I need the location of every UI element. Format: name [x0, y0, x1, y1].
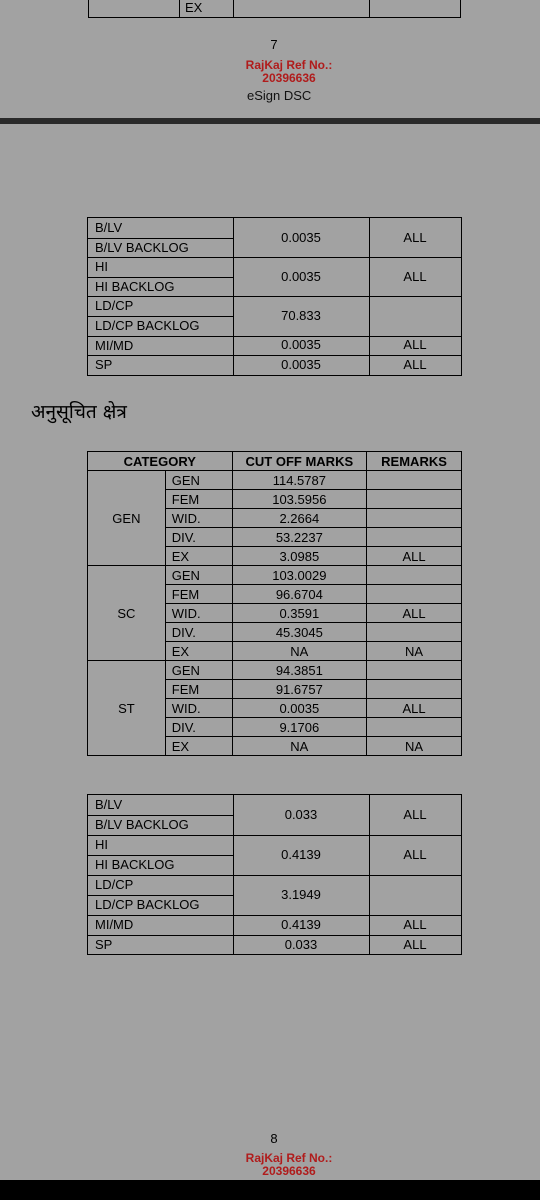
cutoff-cell: 2.2664: [232, 509, 367, 528]
category-label: HI: [95, 837, 108, 852]
remarks-cell: [367, 471, 462, 490]
category-label: B/LV: [95, 220, 123, 235]
cutoff-cell: 94.3851: [232, 661, 367, 680]
subcategory-cell: FEM: [165, 490, 232, 509]
previous-table-tail: [88, 0, 461, 18]
cutoff-cell: 103.0029: [232, 566, 367, 585]
cutoff-cell: 0.033: [284, 807, 318, 822]
remarks-cell: ALL: [403, 847, 427, 862]
category-label: MI/MD: [95, 337, 134, 353]
subcategory-cell: DIV.: [165, 623, 232, 642]
subcategory-cell: GEN: [165, 471, 232, 490]
subcategory-cell: FEM: [165, 585, 232, 604]
category-label: HI: [95, 259, 108, 275]
cutoff-cell: 9.1706: [232, 718, 367, 737]
subcategory-cell: WID.: [165, 509, 232, 528]
table-row: [88, 661, 462, 680]
subcategory-cell: FEM: [165, 680, 232, 699]
category-group-cell: ST: [88, 661, 166, 756]
page-divider: [0, 118, 540, 124]
remarks-cell: [367, 566, 462, 585]
cutoff-cell: NA: [232, 737, 367, 756]
table-row: [88, 471, 462, 490]
subcategory-cell: WID.: [165, 604, 232, 623]
remarks-cell: ALL: [403, 357, 427, 372]
header-category: CATEGORY: [88, 452, 233, 471]
cutoff-cell: 53.2237: [232, 528, 367, 547]
remarks-cell: NA: [367, 737, 462, 756]
cutoff-cell: 0.0035: [281, 357, 321, 372]
cutoff-cell: 114.5787: [232, 471, 367, 490]
table-row: [88, 566, 462, 585]
header-remarks: REMARKS: [367, 452, 462, 471]
category-group-cell: GEN: [88, 471, 166, 566]
category-label: B/LV BACKLOG: [95, 817, 189, 832]
category-label: MI/MD: [95, 917, 134, 932]
subcategory-cell: EX: [165, 547, 232, 566]
remarks-cell: ALL: [367, 547, 462, 566]
page-number: 8: [270, 1131, 278, 1146]
cutoff-cell: 0.4139: [281, 917, 321, 932]
subcategory-cell: EX: [165, 642, 232, 661]
cutoff-cell: 0.0035: [281, 229, 321, 245]
rajkaj-ref-label: RajKaj Ref No.:: [245, 1151, 333, 1165]
category-group-cell: SC: [88, 566, 166, 661]
table-cell: EX: [185, 0, 203, 15]
remarks-cell: ALL: [367, 699, 462, 718]
remarks-cell: ALL: [403, 937, 427, 952]
cutoff-cell: 0.0035: [232, 699, 367, 718]
category-label: LD/CP BACKLOG: [95, 897, 200, 912]
subcategory-cell: DIV.: [165, 528, 232, 547]
bottom-bar: [0, 1180, 540, 1200]
remarks-cell: [367, 718, 462, 737]
cutoff-cell: 0.033: [284, 937, 318, 952]
cutoff-cell: NA: [232, 642, 367, 661]
section-heading: अनुसूचित क्षेत्र: [31, 401, 127, 423]
cutoff-cell: 3.0985: [232, 547, 367, 566]
category-label: LD/CP: [95, 877, 134, 892]
subcategory-cell: GEN: [165, 566, 232, 585]
cutoff-cell: 96.6704: [232, 585, 367, 604]
remarks-cell: [367, 680, 462, 699]
subcategory-cell: WID.: [165, 699, 232, 718]
cutoff-cell: 0.4139: [281, 847, 321, 862]
rajkaj-ref-label: RajKaj Ref No.:: [245, 58, 333, 72]
remarks-cell: [367, 509, 462, 528]
cutoff-cell: 45.3045: [232, 623, 367, 642]
remarks-cell: [367, 623, 462, 642]
subcategory-cell: EX: [165, 737, 232, 756]
cutoff-cell: 0.3591: [232, 604, 367, 623]
cutoff-cell: 91.6757: [232, 680, 367, 699]
cutoff-cell: 70.833: [281, 308, 321, 323]
remarks-cell: [367, 490, 462, 509]
remarks-cell: ALL: [367, 604, 462, 623]
remarks-cell: ALL: [403, 807, 427, 822]
remarks-cell: ALL: [403, 268, 427, 284]
category-label: B/LV BACKLOG: [95, 239, 189, 255]
category-label: LD/CP: [95, 298, 134, 314]
remarks-cell: [367, 528, 462, 547]
remarks-cell: [367, 661, 462, 680]
remarks-cell: ALL: [403, 917, 427, 932]
cutoff-cell: 0.0035: [281, 268, 321, 284]
category-label: B/LV: [95, 797, 123, 812]
remarks-cell: ALL: [403, 229, 427, 245]
remarks-cell: ALL: [403, 337, 427, 353]
category-label: SP: [95, 937, 113, 952]
cutoff-table: [87, 451, 462, 756]
table-header-row: [88, 452, 462, 471]
header-cutoff: CUT OFF MARKS: [232, 452, 367, 471]
category-label: LD/CP BACKLOG: [95, 318, 200, 333]
subcategory-cell: DIV.: [165, 718, 232, 737]
category-label: SP: [95, 357, 113, 373]
category-label: HI BACKLOG: [95, 278, 175, 294]
disability-table-a: [87, 217, 462, 376]
esign-label: eSign DSC: [247, 88, 312, 103]
subcategory-cell: GEN: [165, 661, 232, 680]
cutoff-cell: 103.5956: [232, 490, 367, 509]
page-number: 7: [270, 37, 278, 52]
remarks-cell: [367, 585, 462, 604]
cutoff-cell: 3.1949: [281, 887, 321, 902]
disability-table-b: [87, 794, 462, 955]
rajkaj-ref-number: 20396636: [262, 71, 316, 85]
category-label: HI BACKLOG: [95, 857, 175, 872]
cutoff-cell: 0.0035: [281, 337, 321, 353]
remarks-cell: NA: [367, 642, 462, 661]
rajkaj-ref-number: 20396636: [262, 1164, 316, 1178]
